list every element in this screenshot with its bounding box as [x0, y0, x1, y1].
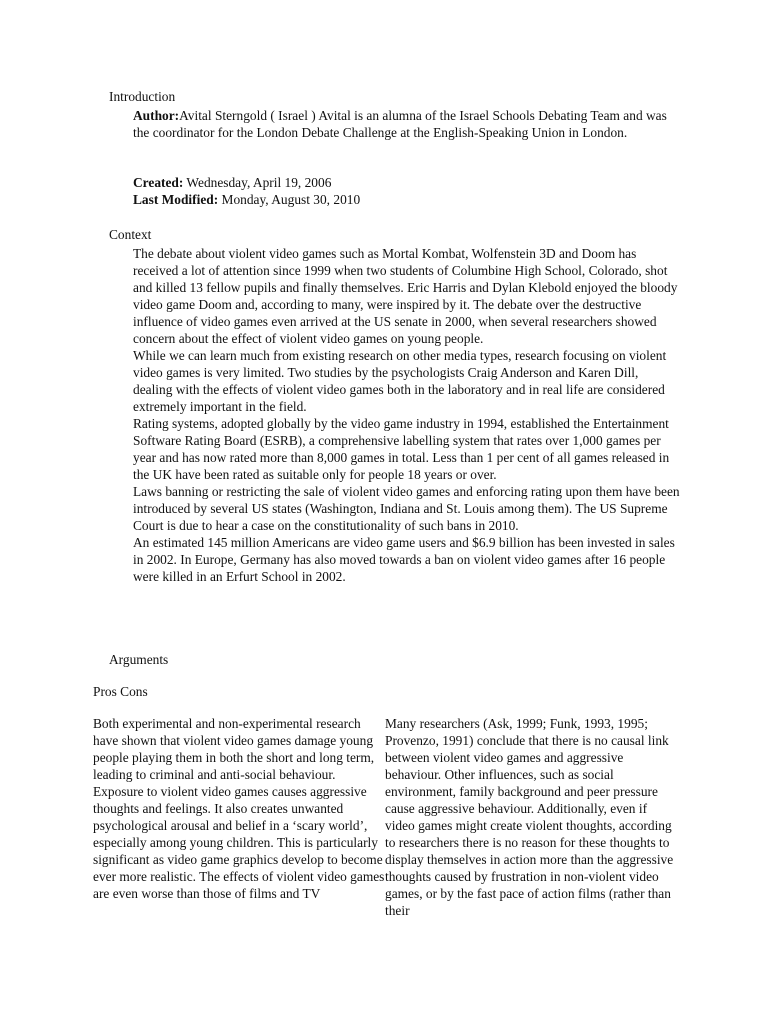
context-paragraph: Rating systems, adopted globally by the video game industry in 1994, established the Entertainment Software Rating Board (ESRB), a comprehensive labelling system that rates over 1,000 games per year and has now rated more than 8,000 games in total. Less than 1 per cent of all games released in the UK have been rated as suitable only for people 18 years or over. — [133, 416, 670, 482]
context-heading: Context — [109, 227, 152, 242]
context-paragraph: While we can learn much from existing research on other media types, research focusing on violent video games is very limited. Two studies by the psychologists Craig Anderson and Karen Dill, dealing with the effects of violent video games both in the laboratory and in real life are considered extremely important in the field. — [133, 348, 667, 414]
created-label: Created: — [133, 175, 184, 190]
author-paragraph — [133, 107, 681, 141]
created-line — [133, 174, 681, 191]
modified-label: Last Modified: — [133, 192, 219, 207]
dates-block — [133, 174, 681, 208]
modified-line — [133, 191, 681, 208]
context-paragraph: An estimated 145 million Americans are video game users and $6.9 billion has been invested in sales in 2002. In Europe, Germany has also moved towards a ban on violent video games after 16 people were killed in an Erfurt School in 2002. — [133, 535, 675, 584]
author-text: Avital Sterngold ( Israel ) Avital is an alumna of the Israel Schools Debating Team and was the coordinator for the London Debate Challenge at the English-Speaking Union in London. — [133, 108, 667, 140]
modified-value: Monday, August 30, 2010 — [218, 192, 361, 207]
created-value: Wednesday, April 19, 2006 — [183, 175, 332, 190]
pro-column — [93, 715, 385, 902]
context-paragraph: Laws banning or restricting the sale of violent video games and enforcing rating upon them have been introduced by several US states (Washington, Indiana and St. Louis among them). The US Supreme Court is due to hear a case on the constitutionality of such bans in 2010. — [133, 484, 680, 533]
introduction-heading: Introduction — [109, 89, 176, 104]
author-label: Author: — [133, 108, 180, 123]
pros-cons-label: Pros Cons — [93, 684, 148, 699]
context-paragraph: The debate about violent video games such as Mortal Kombat, Wolfenstein 3D and Doom has received a lot of attention since 1999 when two students of Columbine High School, Colorado, shot and killed 13 fellow pupils and finally themselves. Eric Harris and Dylan Klebold enjoyed the bloody video game Doom and, according to many, were inspired by it. The debate over the destructive influence of video games even arrived at the US senate in 2000, when several researchers showed concern about the effect of violent video games on young people. — [133, 246, 678, 346]
context-body — [133, 245, 681, 585]
pro-argument-text: Both experimental and non-experimental research have shown that violent video games damage young people playing them in both the short and long term, leading to criminal and anti-social behaviour. Exposure to violent video games causes aggressive thoughts and feelings. It also creates unwanted psychological arousal and belief in a ‘scary world’, especially among young children. This is particularly significant as video game graphics develop to become ever more realistic. The effects of violent video games are even worse than those of films and TV — [93, 716, 385, 901]
con-column — [385, 715, 677, 919]
arguments-heading: Arguments — [109, 652, 169, 667]
author-block — [133, 107, 681, 141]
con-argument-text: Many researchers (Ask, 1999; Funk, 1993, 1995; Provenzo, 1991) conclude that there is no causal link between violent video games and aggressive behaviour. Other influences, such as social environment, family background and peer pressure cause aggressive behaviour. Additionally, even if video games might create violent thoughts, according to researchers there is no reason for these thoughts to display themselves in action more than the aggressive thoughts caused by frustration in non-violent video games, or by the fast pace of action films (rather than their — [385, 716, 674, 918]
